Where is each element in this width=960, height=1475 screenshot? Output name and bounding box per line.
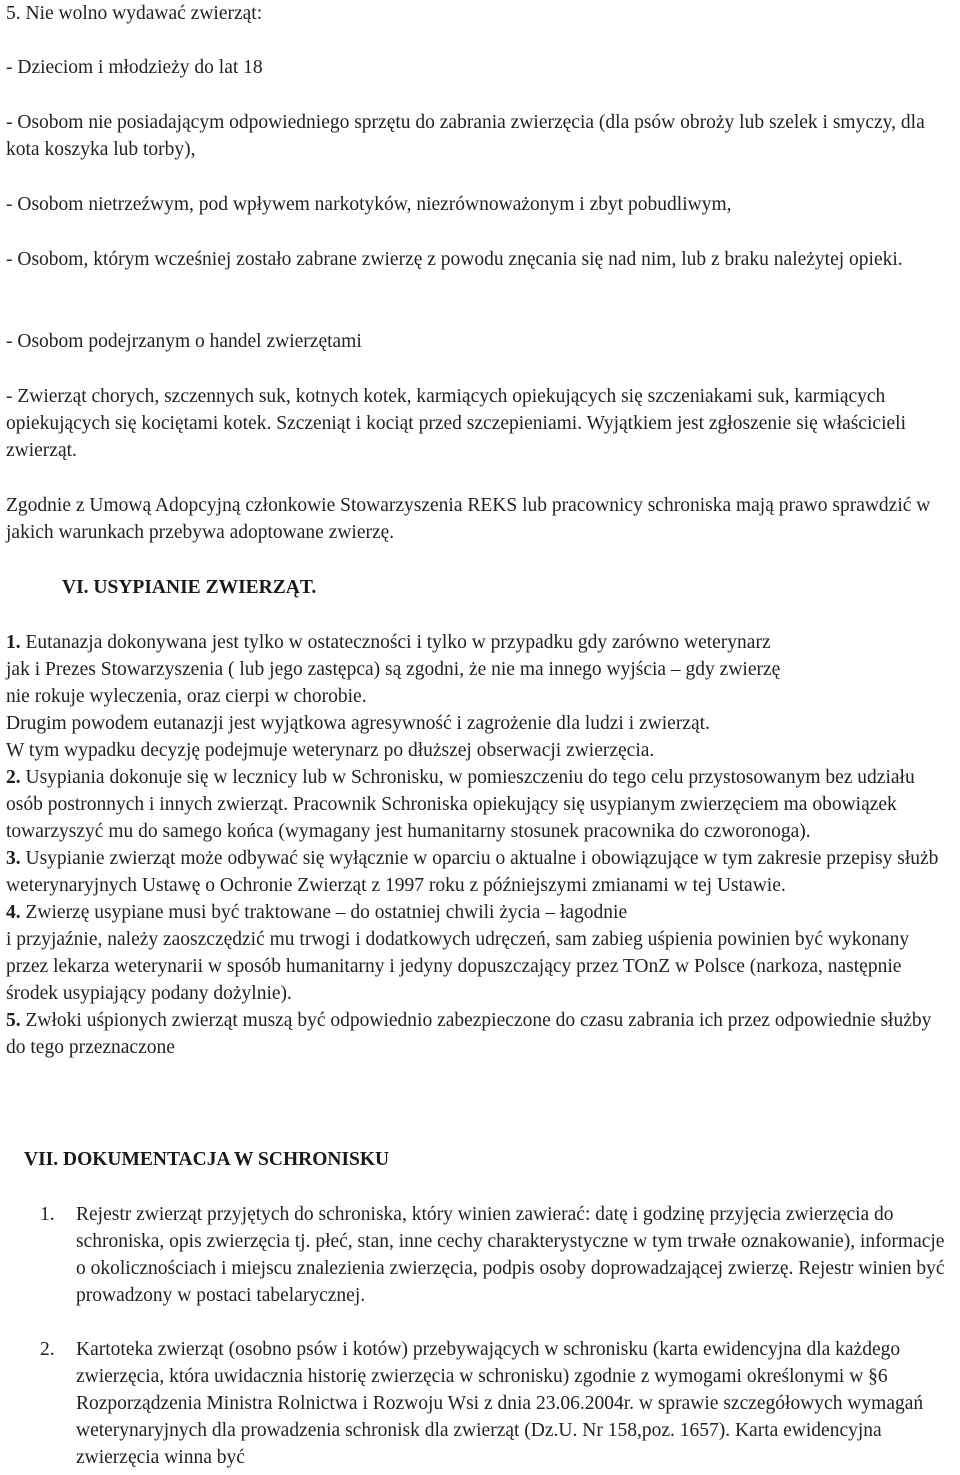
section6-para-3 [6, 845, 954, 899]
para-number: 5. [6, 1010, 21, 1031]
para-text: Usypiania dokonuje się w lecznicy lub w Schronisku, w pomieszczeniu do tego celu przystosowanym bez udziału osób postronnych i innych zwierząt. Pracownik Schroniska opiekujący się usypianym zwierzęciem ma obowiązek towarzyszyć mu do samego końca (wymagany jest humanitarny stosunek pracownika do czworonoga). [6, 767, 915, 842]
para-text: Eutanazja dokonywana jest tylko w ostateczności i tylko w przypadku gdy zarówno weterynarz [25, 632, 771, 653]
list-item [40, 1336, 954, 1471]
para-number: 1. [6, 632, 21, 653]
list-item [40, 1201, 954, 1309]
section6-heading: VI. USYPIANIE ZWIERZĄT. [62, 577, 317, 598]
para-text: Zwłoki uśpionych zwierząt muszą być odpowiednio zabezpieczone do czasu zabrania ich przez odpowiednie służby do tego przeznaczone [6, 1010, 932, 1058]
para-line: Drugim powodem eutanazji jest wyjątkowa agresywność i zagrożenie dla ludzi i zwierząt. [6, 713, 710, 734]
section6-para-1 [6, 629, 954, 656]
list-text: Kartoteka zwierząt (osobno psów i kotów) przebywających w schronisku (karta ewidencyjna dla każdego zwierzęcia, która uwidacznia historię zwierzęcia w schronisku) zgodnie z wymogami określonymi w §6 Rozporządzenia Ministra Rolnictwa i Rozwoju Wsi z dnia 23.06.2004r. w sprawie szczegółowych wymagań weterynaryjnych dla prowadzenia schronisk dla zwierząt (Dz.U. Nr 158,poz. 1657). Karta ewidencyjna zwierzęcia winna być [76, 1339, 924, 1468]
list-number: 2. [40, 1339, 55, 1360]
para-line: i przyjaźnie, należy zaoszczędzić mu trwogi i dodatkowych udręczeń, sam zabieg uśpienia powinien być wykonany przez lekarza weterynarii w sposób humanitarny i jedyny dopuszczający przez TOnZ w Polsce (narkoza, następnie środek usypiający podany dożylnie). [6, 929, 910, 1004]
list-number: 1. [40, 1204, 55, 1225]
list-item: - Osobom podejrzanym o handel zwierzętami [6, 331, 362, 352]
section6-body [6, 629, 954, 1061]
agreement-paragraph: Zgodnie z Umową Adopcyjną członkowie Stowarzyszenia REKS lub pracownicy schroniska mają prawo sprawdzić w jakich warunkach przebywa adoptowane zwierzę. [6, 495, 931, 543]
para-number: 3. [6, 848, 21, 869]
list-item: - Dzieciom i młodzieży do lat 18 [6, 57, 263, 78]
section5-title: 5. Nie wolno wydawać zwierząt: [6, 3, 263, 24]
section6-para-2 [6, 764, 954, 845]
list-item: - Zwierząt chorych, szczennych suk, kotnych kotek, karmiących opiekujących się szczeniakami suk, karmiących opiekujących się kociętami kotek. Szczeniąt i kociąt przed szczepieniami. Wyjątkiem jest zgłoszenie się właścicieli zwierząt. [6, 386, 906, 461]
para-number: 4. [6, 902, 21, 923]
list-item: - Osobom, którym wcześniej zostało zabrane zwierzę z powodu znęcania się nad nim, lub z braku należytej opieki. [6, 249, 903, 270]
list-text: Rejestr zwierząt przyjętych do schroniska, który winien zawierać: datę i godzinę przyjęcia zwierzęcia do schroniska, opis zwierzęcia tj. płeć, stan, inne cechy charakterystyczne w tym trwałe oznakowanie), informacje o okolicznościach i miejscu znalezienia zwierzęcia, podpis osoby doprowadzającej zwierzę. Rejestr winien być prowadzony w postaci tabelarycznej. [76, 1204, 945, 1306]
list-item: - Osobom nietrzeźwym, pod wpływem narkotyków, niezrównoważonym i zbyt pobudliwym, [6, 194, 732, 215]
section6-para-5 [6, 1007, 954, 1061]
para-number: 2. [6, 767, 21, 788]
section7-heading: VII. DOKUMENTACJA W SCHRONISKU [24, 1149, 390, 1170]
para-line: W tym wypadku decyzję podejmuje weterynarz po dłuższej obserwacji zwierzęcia. [6, 740, 655, 761]
section6-para-4 [6, 899, 954, 926]
para-line: nie rokuje wyleczenia, oraz cierpi w chorobie. [6, 686, 367, 707]
para-line: jak i Prezes Stowarzyszenia ( lub jego zastępca) są zgodni, że nie ma innego wyjścia – gdy zwierzę [6, 659, 781, 680]
list-item: - Osobom nie posiadającym odpowiedniego sprzętu do zabrania zwierzęcia (dla psów obroży lub szelek i smyczy, dla kota koszyka lub torby), [6, 112, 925, 160]
para-text: Zwierzę usypiane musi być traktowane – do ostatniej chwili życia – łagodnie [25, 902, 628, 923]
para-text: Usypianie zwierząt może odbywać się wyłącznie w oparciu o aktualne i obowiązujące w tym zakresie przepisy służb weterynaryjnych Ustawę o Ochronie Zwierząt z 1997 roku z późniejszymi zmianami w tej Ustawie. [6, 848, 939, 896]
